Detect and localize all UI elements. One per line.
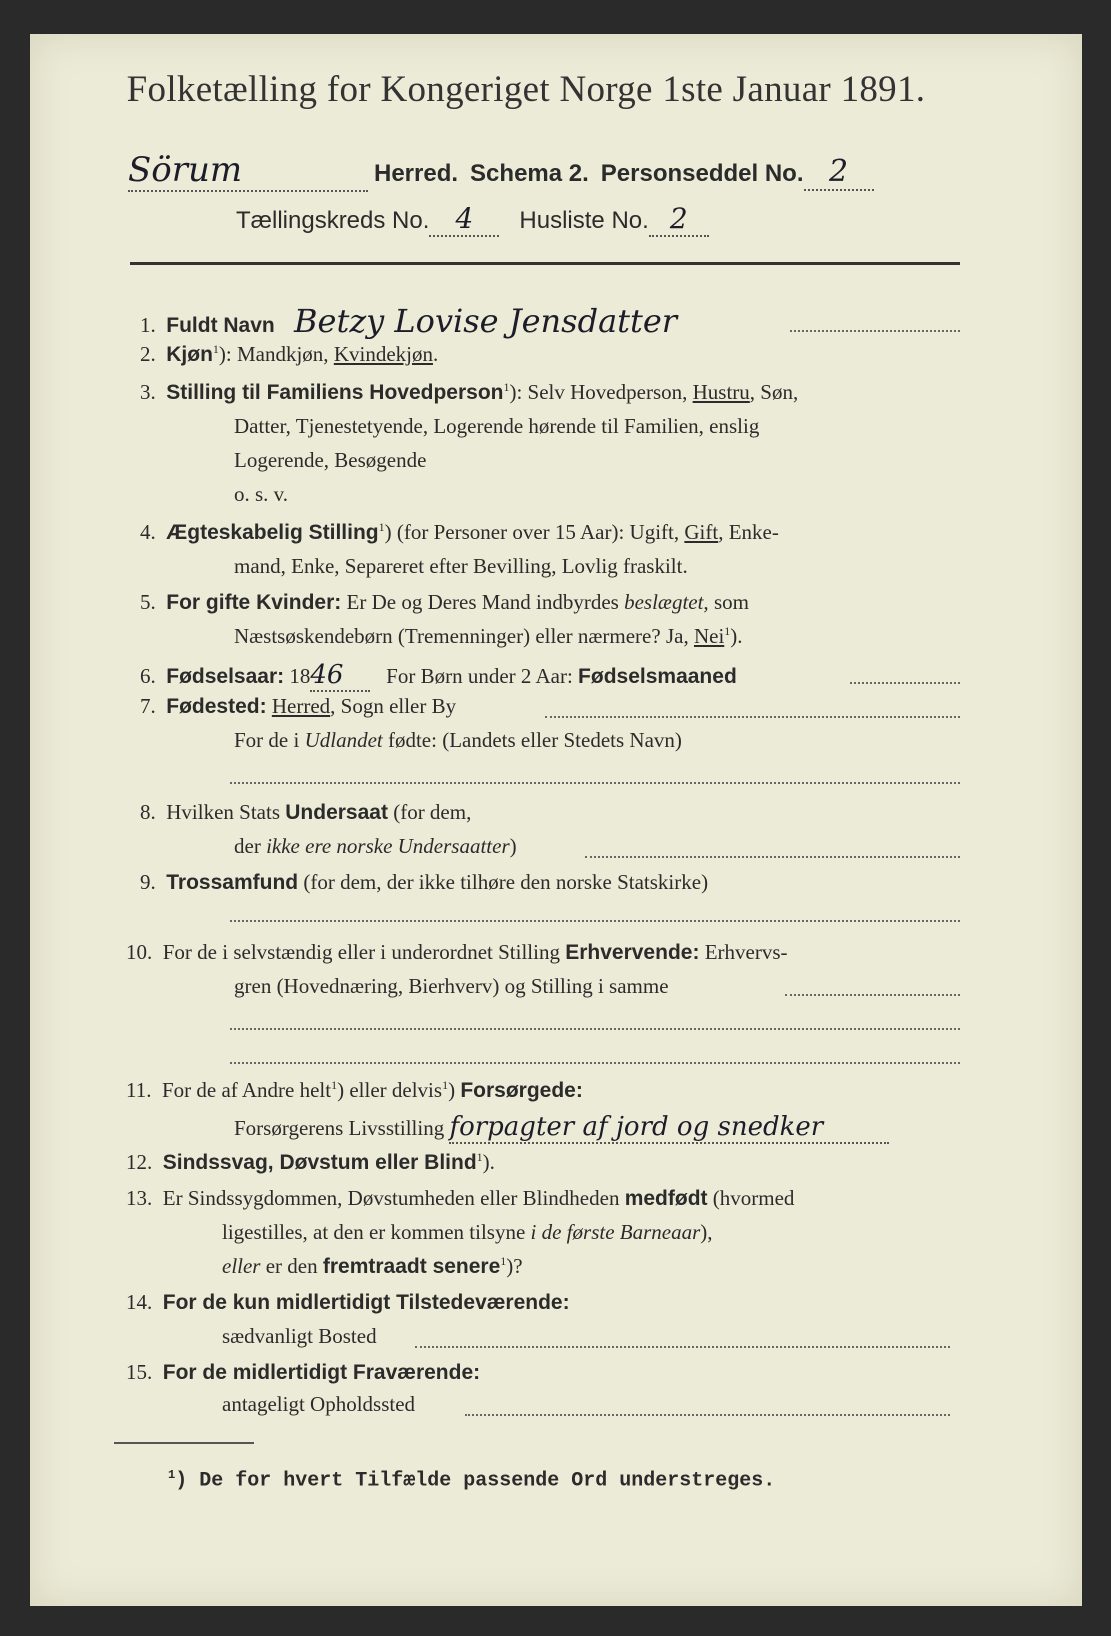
item-13 <box>126 1186 794 1211</box>
item-label: Ægteskabelig Stilling <box>166 521 379 544</box>
form-title: Folketælling for Kongeriget Norge 1ste Januar 1891. <box>126 69 926 110</box>
item-text: ). <box>482 1150 495 1174</box>
item-1 <box>140 302 677 340</box>
item-label: Fuldt Navn <box>166 314 275 337</box>
item-label: For de kun midlertidigt Tilstedeværende: <box>162 1291 570 1314</box>
dotted-fill <box>230 920 960 922</box>
item-text: ). <box>730 624 743 648</box>
item-number: 5. <box>140 590 156 614</box>
item-3-line2: Datter, Tjenestetyende, Logerende hørende til Familien, enslig <box>234 414 760 438</box>
item-8 <box>140 800 471 825</box>
item-text: )? <box>506 1254 523 1278</box>
year-prefix: 18 <box>289 664 311 688</box>
item-4 <box>140 520 779 545</box>
item-number: 13. <box>126 1186 153 1210</box>
item-4-line2: mand, Enke, Separeret efter Bevilling, Lovlig fraskilt. <box>234 554 688 578</box>
header-rule <box>130 262 960 265</box>
footnote-text: ) De for hvert Tilfælde passende Ord understreges. <box>175 1469 776 1493</box>
underlined-choice: Kvindekjøn <box>333 342 433 366</box>
item-label: Fødested: <box>166 695 267 718</box>
item-label: Fødselsmaaned <box>578 665 737 688</box>
item-text: , Enke- <box>718 520 779 544</box>
item-text: Erhvervs- <box>699 940 788 964</box>
underlined-choice: Nei <box>693 624 725 648</box>
footnote-ref: 1 <box>212 342 219 356</box>
item-number: 11. <box>126 1078 152 1102</box>
item-label: Sindssvag, Døvstum eller Blind <box>162 1151 477 1174</box>
item-label: Undersaat <box>285 801 388 824</box>
item-number: 12. <box>126 1150 153 1174</box>
item-13-line3 <box>222 1254 523 1279</box>
dotted-fill <box>850 682 960 684</box>
dotted-fill <box>230 1062 960 1064</box>
item-label: Stilling til Familiens Hovedperson <box>166 381 504 404</box>
dotted-fill <box>785 994 960 996</box>
footnote-rule <box>114 1442 254 1444</box>
item-text: For de af Andre helt <box>161 1078 332 1102</box>
item-3 <box>140 380 798 405</box>
item-number: 2. <box>140 342 156 366</box>
footnote-ref: 1 <box>331 1078 338 1092</box>
item-italic: i de første Barneaar <box>530 1220 701 1244</box>
item-text: ), <box>700 1220 713 1244</box>
husliste-value: 2 <box>649 202 709 237</box>
item-text: For de i selvstændig eller i underordnet Stilling <box>162 940 566 964</box>
personseddel-label: Personseddel No. <box>600 160 804 187</box>
item-number: 9. <box>140 870 156 894</box>
item-label: Erhvervende: <box>565 941 700 964</box>
item-11: 11. For de af Andre helt$^1$) eller delvis$^1$) Forsørgede: <box>126 1078 583 1102</box>
item-14 <box>126 1290 570 1315</box>
item-6 <box>140 660 737 692</box>
item-label: Kjøn <box>166 343 213 366</box>
footnote-ref: 1 <box>476 1150 483 1164</box>
item-14-line2: sædvanligt Bosted <box>222 1324 377 1348</box>
item-number: 14. <box>126 1290 153 1314</box>
item-number: 4. <box>140 520 156 544</box>
item-text: (for dem, der ikke tilhøre den norske Statskirke) <box>298 870 709 894</box>
item-2 <box>140 342 438 367</box>
underlined-choice: Hustru <box>692 380 750 404</box>
kreds-line <box>236 202 709 237</box>
item-number: 7. <box>140 694 156 718</box>
item-italic: eller <box>222 1254 261 1278</box>
item-text: fødte: (Landets eller Stedets Navn) <box>382 728 682 752</box>
item-text: Er De og Deres Mand indbyrdes <box>341 590 625 614</box>
item-label: Forsørgede: <box>460 1079 583 1102</box>
item-text: ) (for Personer over 15 Aar): Ugift, <box>384 520 685 544</box>
footnote <box>168 1468 775 1493</box>
item-text: Næstsøskendebørn (Tremenninger) eller nærmere? Ja, <box>234 624 694 648</box>
item-text: Forsørgerens Livsstilling <box>234 1116 445 1140</box>
dotted-fill <box>465 1414 950 1416</box>
item-3-line4: o. s. v. <box>234 482 289 506</box>
item-8-line2 <box>234 834 517 859</box>
item-italic: beslægtet, <box>624 590 709 614</box>
item-label: Trossamfund <box>166 871 299 894</box>
item-text: er den <box>260 1254 323 1278</box>
dotted-fill <box>415 1346 950 1348</box>
footnote-ref: 1 <box>503 380 510 394</box>
item-text: , Søn, <box>749 380 799 404</box>
dotted-fill <box>545 716 960 718</box>
kreds-value: 4 <box>429 202 499 237</box>
item-label: fremtraadt senere <box>322 1255 501 1278</box>
footnote-ref: 1 <box>442 1078 449 1092</box>
item-text: (for dem, <box>387 800 472 824</box>
schema-label: Schema 2. <box>470 160 589 187</box>
herred-value: Sörum <box>128 150 368 192</box>
item-number: 3. <box>140 380 156 404</box>
item-italic: Udlandet <box>304 728 383 752</box>
item-15 <box>126 1360 480 1385</box>
item-number: 6. <box>140 664 156 688</box>
full-name-value: Betzy Lovise Jensdatter <box>294 302 678 340</box>
item-7-line2 <box>234 728 682 753</box>
underlined-choice: Gift <box>684 520 719 544</box>
footnote-ref: 1 <box>378 520 385 534</box>
item-label: medfødt <box>624 1187 708 1210</box>
kreds-label: Tællingskreds No. <box>236 207 430 234</box>
item-3-line3: Logerende, Besøgende <box>234 448 427 472</box>
item-text: . <box>432 342 439 366</box>
dotted-fill <box>230 782 960 784</box>
item-11-line2 <box>234 1112 889 1144</box>
item-5 <box>140 590 749 615</box>
item-text: ): Selv Hovedperson, <box>509 380 693 404</box>
footnote-ref: 1 <box>724 624 731 638</box>
dotted-fill <box>790 330 960 332</box>
item-13-line2 <box>222 1220 713 1245</box>
item-text: der <box>234 834 267 858</box>
item-italic: ikke ere norske Undersaatter <box>266 834 510 858</box>
item-label: For de midlertidigt Fraværende: <box>162 1361 481 1384</box>
dotted-fill <box>230 1028 960 1030</box>
husliste-label: Husliste No. <box>519 207 649 234</box>
item-text: For de i <box>234 728 305 752</box>
item-10-line2: gren (Hovednæring, Bierhverv) og Stilling i samme <box>234 974 669 998</box>
item-12 <box>126 1150 495 1175</box>
item-text: , Sogn eller By <box>330 694 457 718</box>
item-text: (hvormed <box>707 1186 795 1210</box>
item-text: ) eller delvis <box>337 1078 443 1102</box>
footnote-ref: 1 <box>500 1254 507 1268</box>
provider-occupation-value: forpagter af jord og snedker <box>449 1112 889 1144</box>
item-text: ) <box>509 834 517 858</box>
item-7 <box>140 694 456 719</box>
birth-year-value: 46 <box>310 660 370 692</box>
item-text: Hvilken Stats <box>166 800 286 824</box>
dotted-fill <box>585 856 960 858</box>
item-text: Er Sindssygdommen, Døvstumheden eller Blindheden <box>162 1186 625 1210</box>
item-text: ): Mandkjøn, <box>218 342 334 366</box>
item-text: som <box>708 590 749 614</box>
item-label: For gifte Kvinder: <box>166 591 342 614</box>
item-number: 8. <box>140 800 156 824</box>
item-number: 15. <box>126 1360 153 1384</box>
item-15-line2: antageligt Opholdssted <box>222 1392 416 1416</box>
item-number: 10. <box>126 940 153 964</box>
personseddel-value: 2 <box>804 154 874 191</box>
item-10 <box>126 940 788 965</box>
item-5-line2 <box>234 624 743 649</box>
item-label: Fødselsaar: <box>166 665 285 688</box>
item-text: For Børn under 2 Aar: <box>386 664 573 688</box>
item-number: 1. <box>140 313 156 337</box>
herred-label: Herred. <box>374 160 459 187</box>
item-9 <box>140 870 708 895</box>
underlined-choice: Herred <box>271 694 331 718</box>
item-text: ligestilles, at den er kommen tilsyne <box>222 1220 531 1244</box>
footnote-marker: 1 <box>168 1468 176 1482</box>
herred-line <box>128 150 874 192</box>
